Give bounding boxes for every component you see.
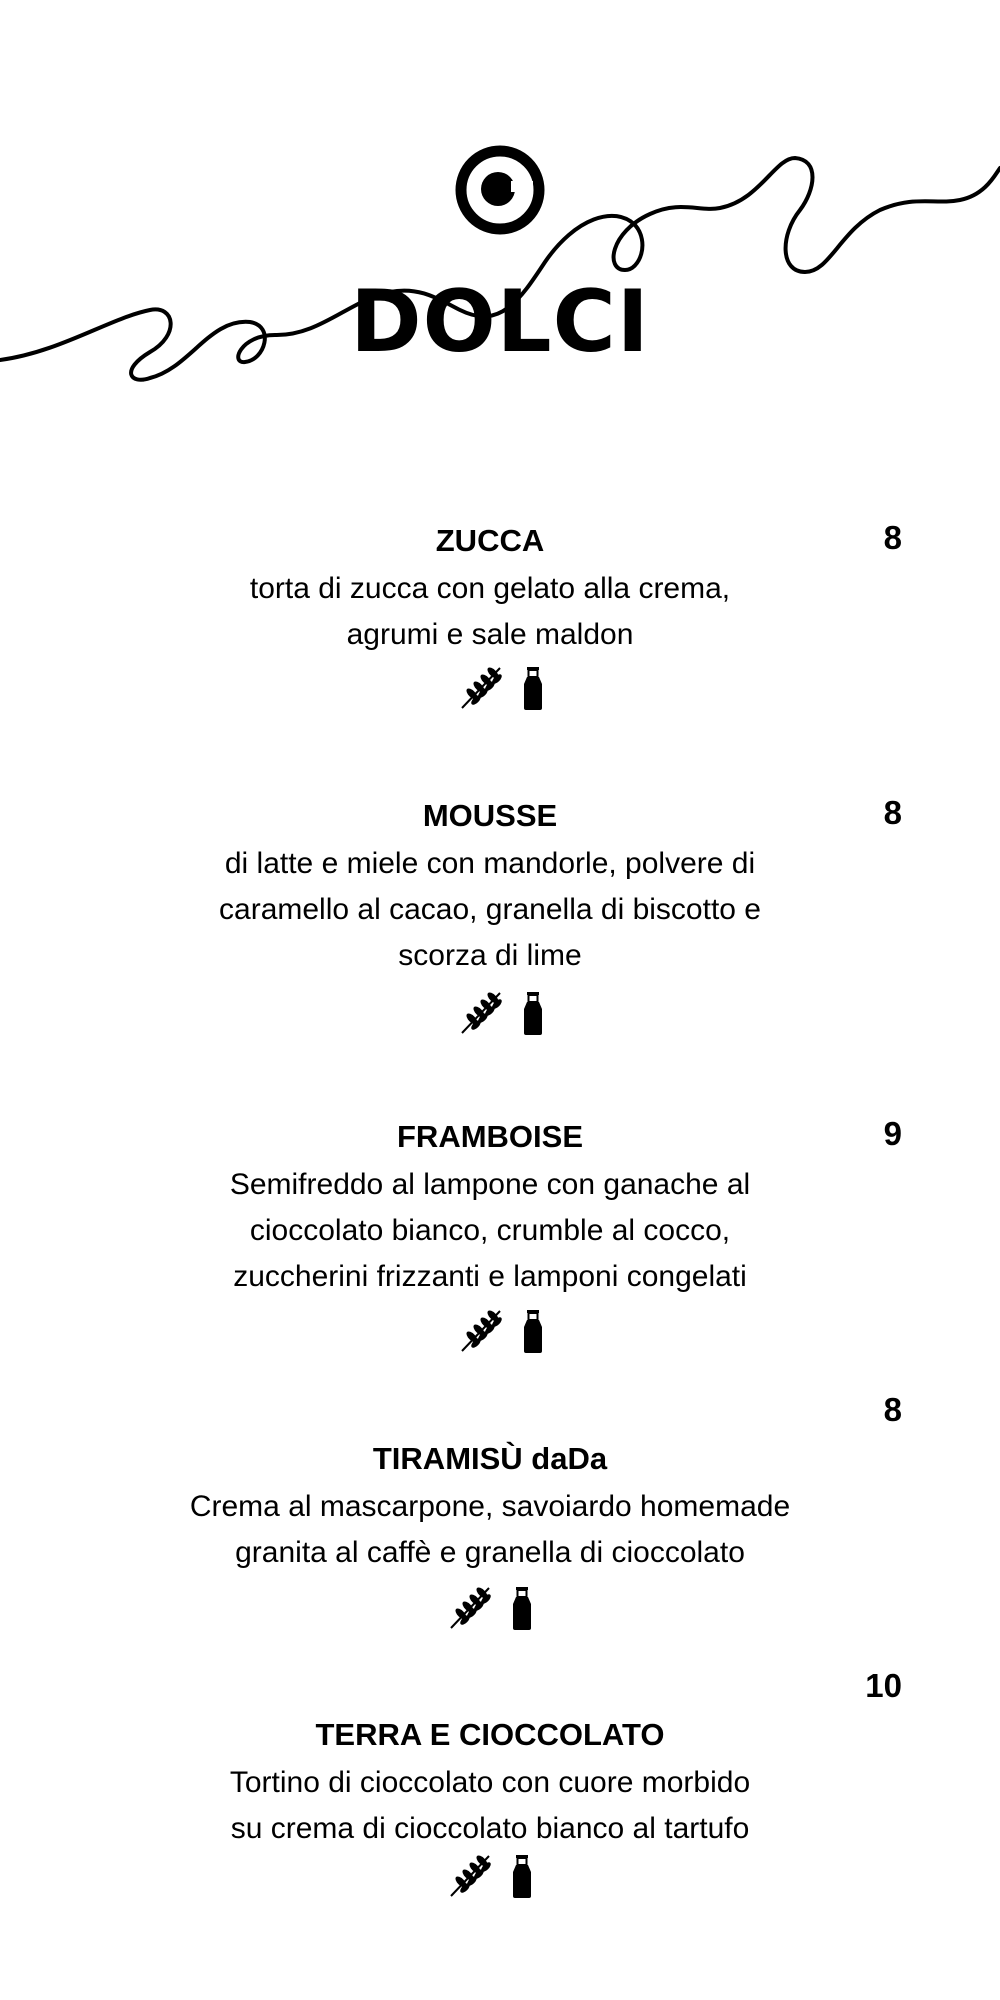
wheat-icon bbox=[460, 1307, 504, 1353]
description-line: Semifreddo al lampone con ganache al bbox=[229, 1168, 751, 1201]
allergen-icons bbox=[460, 1307, 544, 1353]
item-name: TIRAMISÙ daDa bbox=[372, 1441, 608, 1476]
description-line: Crema al mascarpone, savoiardo homemade bbox=[189, 1490, 791, 1523]
description-line: cioccolato bianco, crumble al cocco, bbox=[249, 1214, 731, 1247]
item-name: MOUSSE bbox=[422, 798, 558, 833]
description-line: su crema di cioccolato bianco al tartufo bbox=[230, 1812, 750, 1845]
item-description bbox=[140, 1760, 840, 1852]
circle-logo-icon bbox=[455, 145, 545, 235]
description-line: torta di zucca con gelato alla crema, bbox=[249, 572, 731, 605]
wheat-icon bbox=[460, 664, 504, 710]
wheat-icon bbox=[449, 1852, 493, 1898]
description-line: scorza di lime bbox=[398, 939, 582, 972]
milk-bottle-icon bbox=[511, 1586, 533, 1630]
wheat-icon bbox=[449, 1584, 493, 1630]
description-line: Tortino di cioccolato con cuore morbido bbox=[229, 1766, 751, 1799]
item-price: 9 bbox=[883, 1115, 902, 1152]
item-description bbox=[140, 1162, 840, 1300]
milk-bottle-icon bbox=[522, 991, 544, 1035]
item-price: 8 bbox=[883, 794, 902, 831]
item-name: TERRA E CIOCCOLATO bbox=[315, 1717, 665, 1752]
item-description bbox=[140, 841, 840, 979]
item-price: 8 bbox=[883, 1391, 902, 1428]
allergen-icons bbox=[460, 989, 544, 1035]
description-line: agrumi e sale maldon bbox=[346, 618, 634, 651]
page-title: DOLCI bbox=[350, 272, 650, 372]
description-line: di latte e miele con mandorle, polvere di bbox=[224, 847, 756, 880]
item-name: FRAMBOISE bbox=[397, 1119, 583, 1154]
description-line: zuccherini frizzanti e lamponi congelati bbox=[233, 1260, 747, 1293]
item-price: 8 bbox=[883, 519, 902, 556]
description-line: granita al caffè e granella di cioccolato bbox=[235, 1536, 745, 1569]
allergen-icons bbox=[449, 1584, 533, 1630]
allergen-icons bbox=[460, 664, 544, 710]
item-price: 10 bbox=[865, 1667, 902, 1704]
description-line: caramello al cacao, granella di biscotto e bbox=[219, 893, 761, 926]
wheat-icon bbox=[460, 989, 504, 1035]
item-name: ZUCCA bbox=[435, 523, 545, 558]
allergen-icons bbox=[449, 1852, 533, 1898]
item-description bbox=[140, 1484, 840, 1576]
milk-bottle-icon bbox=[511, 1854, 533, 1898]
item-description bbox=[140, 566, 840, 658]
milk-bottle-icon bbox=[522, 666, 544, 710]
milk-bottle-icon bbox=[522, 1309, 544, 1353]
